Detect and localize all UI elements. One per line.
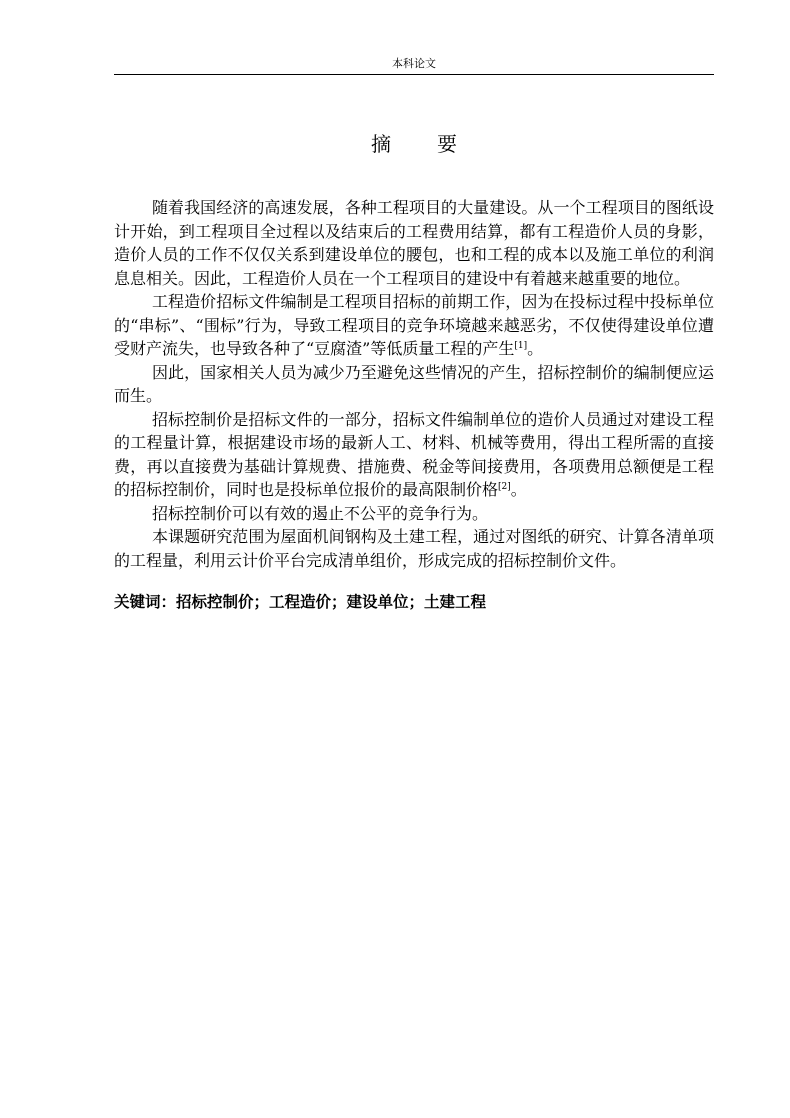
abstract-body — [114, 196, 714, 614]
paragraph-tail: 。 — [510, 480, 527, 499]
paragraph-text: 本课题研究范围为屋面机间钢构及土建工程，通过对图纸的研究、计算各清单项的工程量，利用云计价平台完成清单组价，形成完成的招标控制价文件。 — [114, 527, 714, 570]
abstract-title-char-2: 要 — [437, 132, 457, 156]
abstract-paragraph-1 — [114, 196, 714, 290]
paragraph-text: 因此，国家相关人员为减少乃至避免这些情况的产生，招标控制价的编制便应运而生。 — [114, 362, 714, 405]
paragraph-text: 随着我国经济的高速发展，各种工程项目的大量建设。从一个工程项目的图纸设计开始，到工程项目全过程以及结束后的工程费用结算，都有工程造价人员的身影，造价人员的工作不仅仅关系到建设单位的腰包，也和工程的成本以及施工单位的利润息息相关。因此，工程造价人员在一个工程项目的建设中有着越来越重要的地位。 — [114, 198, 714, 288]
abstract-title — [114, 132, 714, 156]
abstract-paragraph-2 — [114, 290, 714, 361]
paragraph-text: 招标控制价可以有效的遏止不公平的竞争行为。 — [152, 503, 489, 523]
keywords-line: 关键词：招标控制价；工程造价；建设单位；土建工程 — [114, 593, 487, 611]
abstract-paragraph-4 — [114, 408, 714, 502]
citation-ref-2: [2] — [498, 482, 511, 492]
abstract-paragraph-3 — [114, 361, 714, 408]
header-rule — [114, 74, 714, 75]
paragraph-tail: 。 — [527, 339, 544, 358]
running-header: 本科论文 — [392, 57, 436, 70]
citation-ref-1: [1] — [514, 341, 528, 351]
abstract-paragraph-5 — [114, 502, 714, 526]
paragraph-text: 招标控制价是招标文件的一部分，招标文件编制单位的造价人员通过对建设工程的工程量计算，根据建设市场的最新人工、材料、机械等费用，得出工程所需的直接费，再以直接费为基础计算规费、措施费、税金等间接费用，各项费用总额便是工程的招标控制价，同时也是投标单位报价的最高限制价格 — [114, 409, 714, 499]
abstract-title-char-1: 摘 — [371, 132, 391, 156]
paragraph-text: 工程造价招标文件编制是工程项目招标的前期工作，因为在投标过程中投标单位的“串标”、“围标”行为，导致工程项目的竞争环境越来越恶劣，不仅使得建设单位遭受财产流失，也导致各种了“豆腐渣”等低质量工程的产生 — [114, 292, 714, 358]
abstract-paragraph-6 — [114, 525, 714, 572]
